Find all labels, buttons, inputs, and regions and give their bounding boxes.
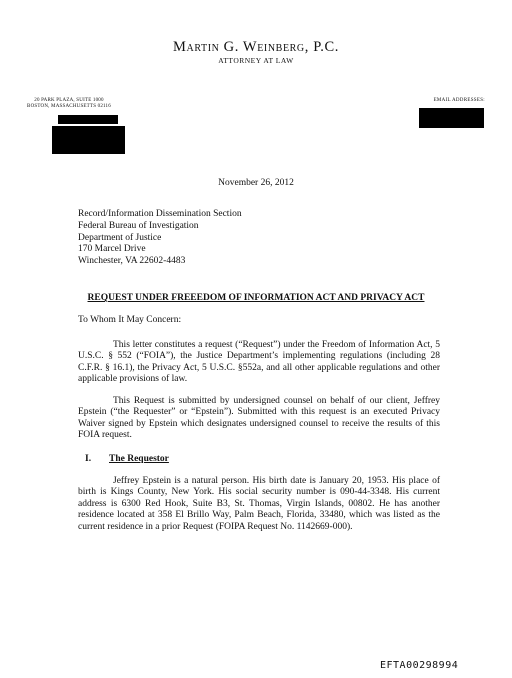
recipient-line: Department of Justice bbox=[78, 232, 162, 243]
recipient-line: Winchester, VA 22602-4483 bbox=[78, 256, 186, 267]
address-line-2: BOSTON, MASSACHUSETTS 02116 bbox=[27, 104, 111, 109]
subject-line: REQUEST UNDER FREEEDOM OF INFORMATION ACT AND PRIVACY ACT bbox=[87, 293, 425, 303]
firm-subtitle: ATTORNEY AT LAW bbox=[218, 56, 294, 65]
redaction-bar bbox=[58, 115, 118, 124]
recipient-line: 170 Marcel Drive bbox=[78, 244, 146, 255]
section-number: I. bbox=[85, 454, 92, 464]
recipient-address bbox=[78, 209, 242, 268]
paragraph-text: Jeffrey Epstein is a natural person. His birth date is January 20, 1953. His place of birth is Kings County, New York. His social security number is 090-44-3348. His current address is 6300 Red Hook, Suite B3, St. Thomas, Virgin Islands, 00802. He has another residence located at 358 El Brillo Way, Palm Beach, Florida, 33480, which was listed as the current residence in a prior Request (FOIPA Request No. 1142669-000). bbox=[78, 476, 440, 532]
letter-date: November 26, 2012 bbox=[218, 178, 294, 188]
body-paragraph bbox=[78, 396, 440, 442]
paragraph-text: This Request is submitted by undersigned counsel on behalf of our client, Jeffrey Epstein (“the Requester” or “Epstein”). Submitted with this request is an executed Privacy Waiver signed by Epstein which designates undersigned counsel to receive the results of this FOIA request. bbox=[78, 396, 440, 441]
recipient-line: Federal Bureau of Investigation bbox=[78, 220, 199, 231]
salutation: To Whom It May Concern: bbox=[78, 315, 182, 325]
body-paragraph bbox=[78, 340, 440, 386]
recipient-line: Record/Information Dissemination Section bbox=[78, 209, 242, 219]
redaction-bar bbox=[419, 108, 484, 128]
firm-name: Martin G. Weinberg, P.C. bbox=[173, 39, 339, 55]
redaction-bar bbox=[52, 126, 125, 154]
address-line-1: 20 PARK PLAZA, SUITE 1000 bbox=[34, 98, 104, 103]
section-title: The Requestor bbox=[109, 454, 169, 464]
paragraph-text: This letter constitutes a request (“Request”) under the Freedom of Information Act, 5 U.S.C. § 552 (“FOIA”), the Justice Department’s implementing regulations (including 28 C.F.R. § 16.1), the Privacy Act, 5 U.S.C. §552a, and all other applicable regulations and other applicable provisions of law. bbox=[78, 340, 440, 385]
body-paragraph bbox=[78, 476, 440, 533]
section-heading bbox=[85, 454, 169, 464]
bates-number: EFTA00298994 bbox=[380, 660, 459, 671]
email-addresses-label: EMAIL ADDRESSES: bbox=[433, 98, 485, 103]
